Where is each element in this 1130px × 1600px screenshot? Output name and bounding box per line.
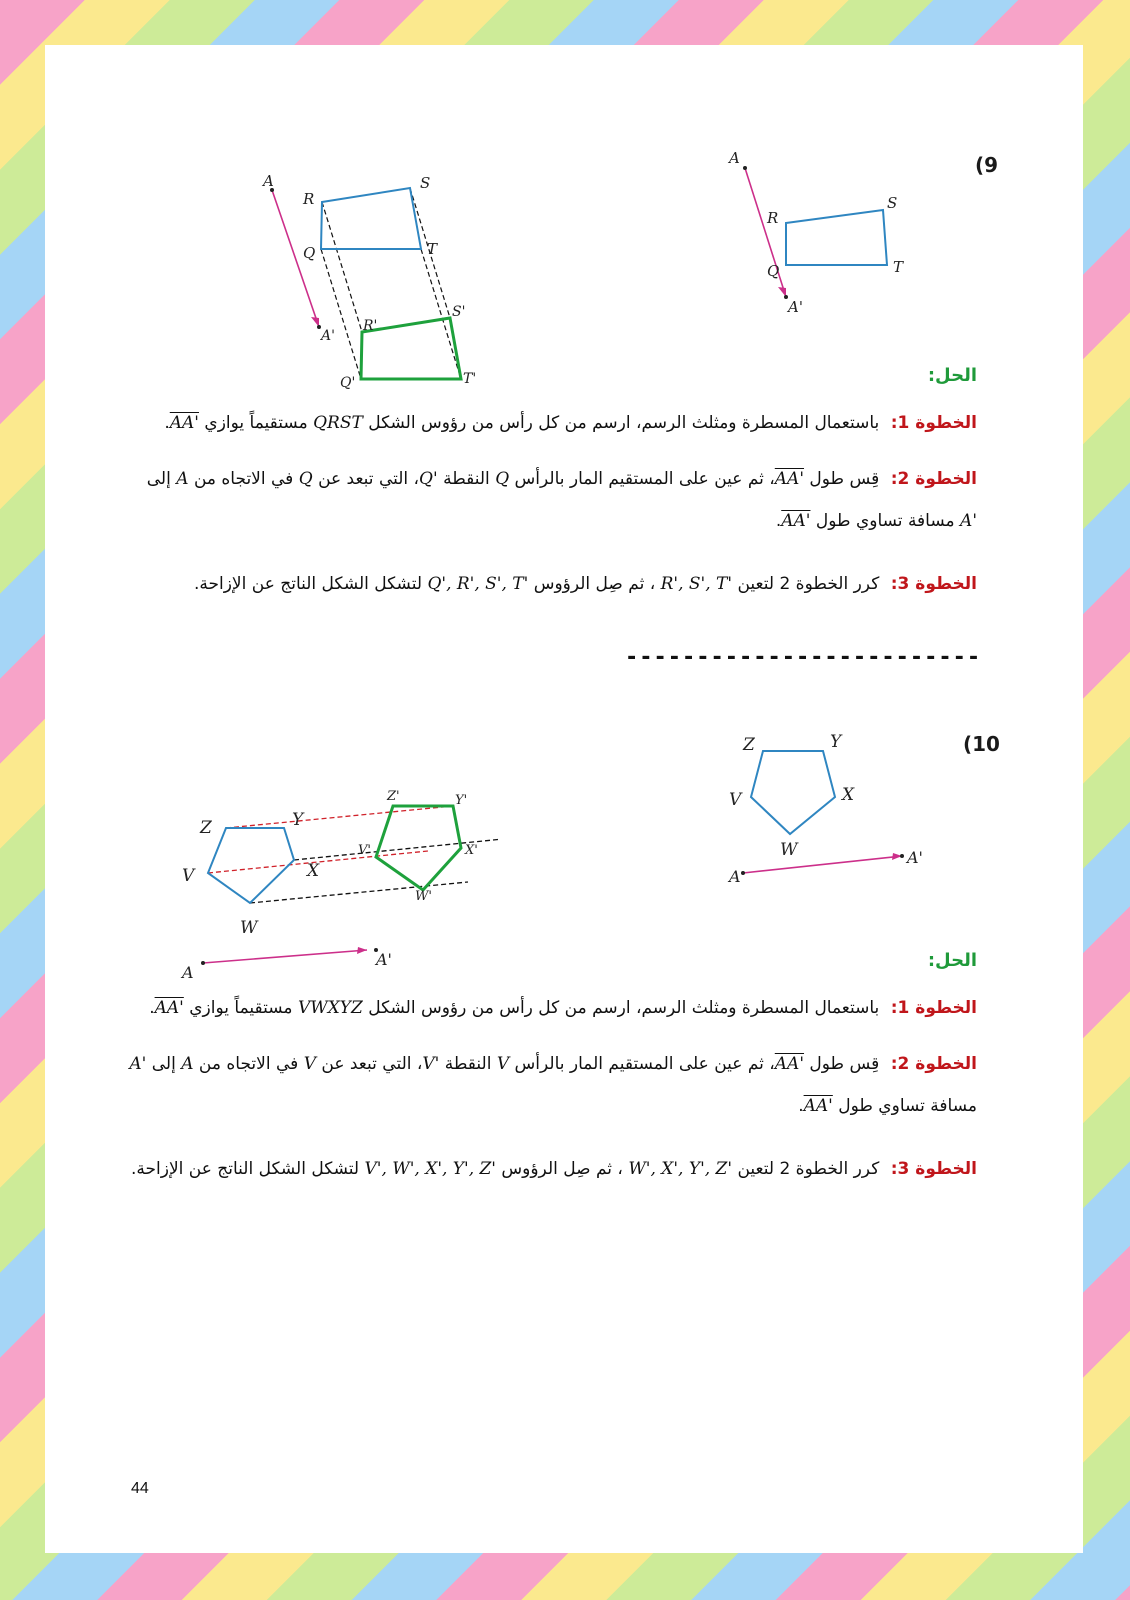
q10-solution-label-x-prime: X' xyxy=(465,843,478,858)
q9-solution-label-a-prime: A' xyxy=(321,328,335,344)
q9-solution-label-q-prime: Q' xyxy=(340,375,356,391)
q10-solution-vector-line xyxy=(203,950,367,963)
q9-step-3: الخطوة 3: كرر الخطوة 2 لتعين R', S', T' ، ثم صِل الرؤوس Q', R', S', T' لتشكل الشكل الناتج عن الإزاحة. xyxy=(193,574,977,594)
q10-step-3-label: الخطوة 3: xyxy=(890,1159,977,1179)
q10-solution-label-y-prime: Y' xyxy=(455,793,468,808)
q9-label-a-prime: A' xyxy=(788,298,803,316)
q9-solution-figure xyxy=(255,170,505,400)
q10-solution-heading: الحل: xyxy=(927,950,977,971)
q10-solution-label-z-prime: Z' xyxy=(387,789,400,804)
q10-solution-label-x: X xyxy=(307,861,320,881)
q10-original-figure xyxy=(715,720,955,895)
q9-label-r: R xyxy=(767,209,779,227)
q10-solution-point-a xyxy=(201,961,205,965)
q10-step-2: الخطوة 2: قِس طول AA'، ثم عين على المستقيم المار بالرأس V النقطة V'، التي تبعد عن V في الاتجاه من A إلى A' مسافة تساوي طول AA'. xyxy=(129,1054,977,1116)
q9-step-1: الخطوة 1: باستعمال المسطرة ومثلث الرسم، ارسم من كل رأس من رؤوس الشكل QRST مستقيماً يوازي AA'. xyxy=(164,413,977,433)
q9-solution-label-r-prime: R' xyxy=(363,318,378,334)
page-number: 44 xyxy=(131,1480,149,1497)
q9-step-2-label: الخطوة 2: xyxy=(890,469,977,489)
q10-solution-label-w-prime: W' xyxy=(415,889,432,904)
q10-pentagon-vwxyz xyxy=(751,751,835,834)
q10-label-a: A xyxy=(729,867,741,886)
q10-step-1: الخطوة 1: باستعمال المسطرة ومثلث الرسم، ارسم من كل رأس من رؤوس الشكل VWXYZ مستقيماً يوازي AA'. xyxy=(149,998,977,1018)
q9-original-figure xyxy=(715,140,935,320)
q10-solution-label-z: Z xyxy=(200,818,212,838)
q9-label-q: Q xyxy=(767,262,780,280)
q9-step-3-label: الخطوة 3: xyxy=(890,574,977,594)
question-10-number: (10 xyxy=(963,732,1000,756)
q9-solution-label-r: R xyxy=(303,190,315,208)
q9-step-2: الخطوة 2: قِس طول AA'، ثم عين على المستقيم المار بالرأس Q النقطة Q'، التي تبعد عن Q في الاتجاه من A إلى A' مسافة تساوي طول AA'. xyxy=(146,469,977,531)
q10-step-2-label: الخطوة 2: xyxy=(890,1054,977,1074)
q10-step-1-label: الخطوة 1: xyxy=(890,998,977,1018)
q10-solution-label-a: A xyxy=(182,963,194,982)
q10-label-w: W xyxy=(780,840,798,860)
q10-point-a xyxy=(741,871,745,875)
q10-solution-label-a-prime: A' xyxy=(376,950,392,969)
q10-solution-label-y: Y xyxy=(292,810,304,830)
q9-solution-label-s: S xyxy=(420,174,431,192)
q9-solution-quadrilateral-qrst xyxy=(321,188,421,249)
q9-solution-label-a: A xyxy=(263,172,274,190)
q9-step-1-label: الخطوة 1: xyxy=(890,413,977,433)
q10-label-y: Y xyxy=(830,732,842,752)
q10-solution-figure xyxy=(170,770,500,1000)
q10-step-3: الخطوة 3: كرر الخطوة 2 لتعين W', X', Y', Z' ، ثم صِل الرؤوس V', W', X', Y', Z' لتشكل الشكل الناتج عن الإزاحة. xyxy=(131,1159,977,1179)
q9-solution-label-q: Q xyxy=(303,244,316,262)
q10-solution-label-w: W xyxy=(240,918,258,938)
q10-label-a-prime: A' xyxy=(907,848,923,867)
question-9-number: (9 xyxy=(975,153,999,177)
q9-vector-line xyxy=(745,168,786,297)
q9-quadrilateral-qrst xyxy=(786,210,887,265)
q9-point-a xyxy=(743,166,747,170)
q10-solution-label-v: V xyxy=(182,866,195,886)
q9-label-t: T xyxy=(893,258,904,276)
q9-label-a: A xyxy=(729,149,740,167)
q10-solution-vector-arrowhead xyxy=(357,947,367,954)
q10-label-x: X xyxy=(842,785,855,805)
q10-label-z: Z xyxy=(743,735,755,755)
q9-solution-label-s-prime: S' xyxy=(452,304,466,320)
q10-vector-line xyxy=(743,856,902,873)
section-divider: ------------------------- xyxy=(625,645,982,670)
q9-label-s: S xyxy=(887,194,898,212)
q9-solution-heading: الحل: xyxy=(927,365,977,386)
q10-label-v: V xyxy=(729,790,742,810)
page xyxy=(45,45,1083,1553)
q10-solution-label-v-prime: V' xyxy=(358,843,371,858)
q10-image-pentagon xyxy=(376,806,461,890)
q9-solution-label-t-prime: T' xyxy=(463,371,477,387)
q9-parallel-lines xyxy=(321,188,461,379)
q9-solution-label-t: T xyxy=(427,240,438,258)
q10-point-a-prime xyxy=(900,854,904,858)
